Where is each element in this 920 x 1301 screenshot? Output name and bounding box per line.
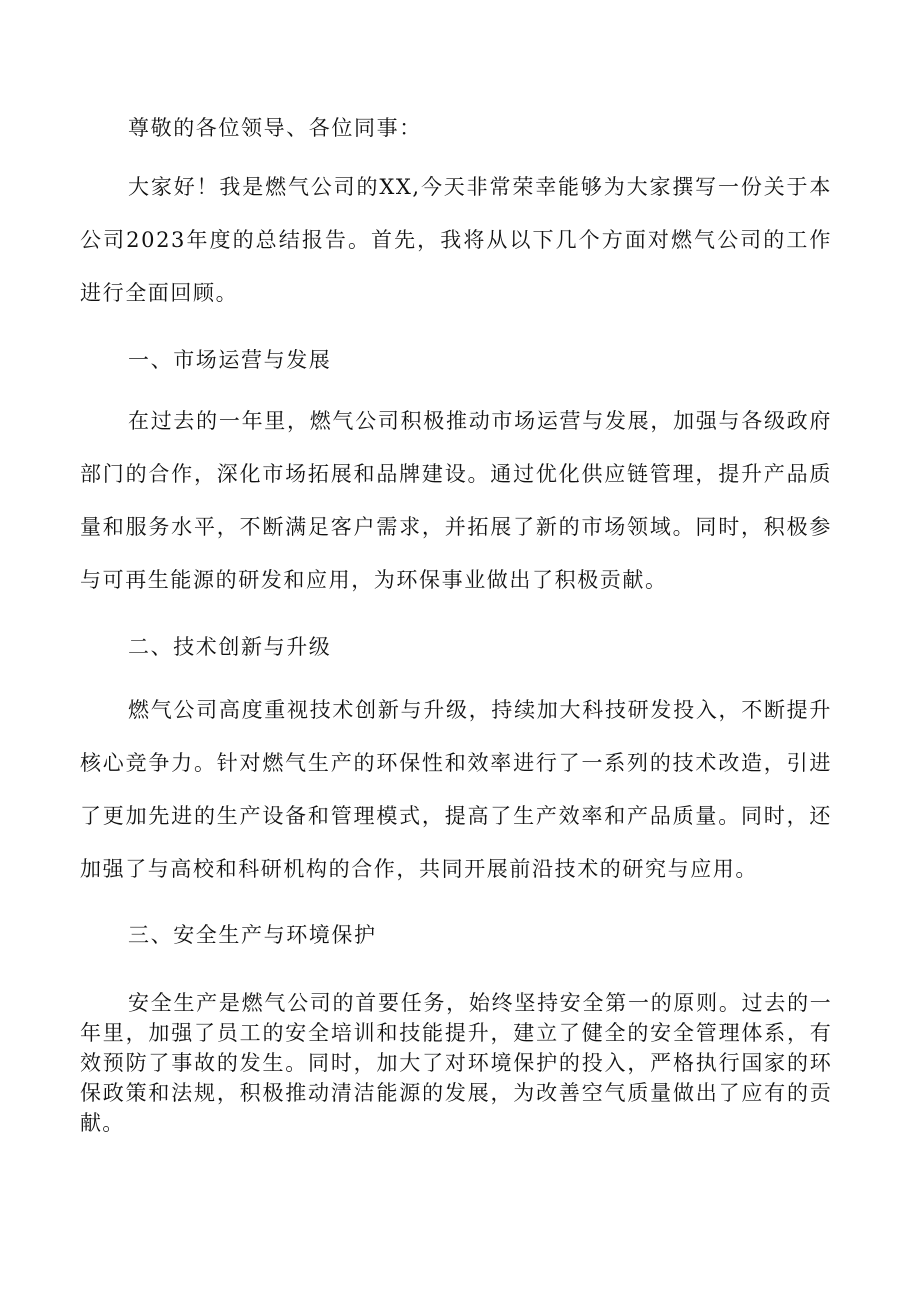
salutation: 尊敬的各位领导、各位同事：: [128, 116, 422, 140]
section-body-technology: 燃气公司高度重视技术创新与升级，持续加大科技研发投入，不断提升核心竞争力。针对燃气生产的环保性和效率进行了一系列的技术改造，引进了更加先进的生产设备和管理模式，提高了生产效率和产品质量。同时，还加强了与高校和科研机构的合作，共同开展前沿技术的研究与应用。: [80, 698, 832, 881]
intro-paragraph: 大家好！我是燃气公司的XX,今天非常荣幸能够为大家撰写一份关于本公司2023年度的总结报告。首先，我将从以下几个方面对燃气公司的工作进行全面回顾。: [80, 175, 832, 305]
section-heading-technology: 二、技术创新与升级: [128, 635, 332, 659]
section-body-market: 在过去的一年里，燃气公司积极推动市场运营与发展，加强与各级政府部门的合作，深化市场拓展和品牌建设。通过优化供应链管理，提升产品质量和服务水平，不断满足客户需求，并拓展了新的市场领域。同时，积极参与可再生能源的研发和应用，为环保事业做出了积极贡献。: [80, 409, 832, 592]
section-heading-market: 一、市场运营与发展: [128, 348, 332, 372]
section-body-safety: 安全生产是燃气公司的首要任务，始终坚持安全第一的原则。过去的一年里，加强了员工的安全培训和技能提升，建立了健全的安全管理体系，有效预防了事故的发生。同时，加大了对环境保护的投入，严格执行国家的环保政策和法规，积极推动清洁能源的发展，为改善空气质量做出了应有的贡献。: [80, 991, 832, 1135]
section-heading-safety: 三、安全生产与环境保护: [128, 923, 377, 947]
